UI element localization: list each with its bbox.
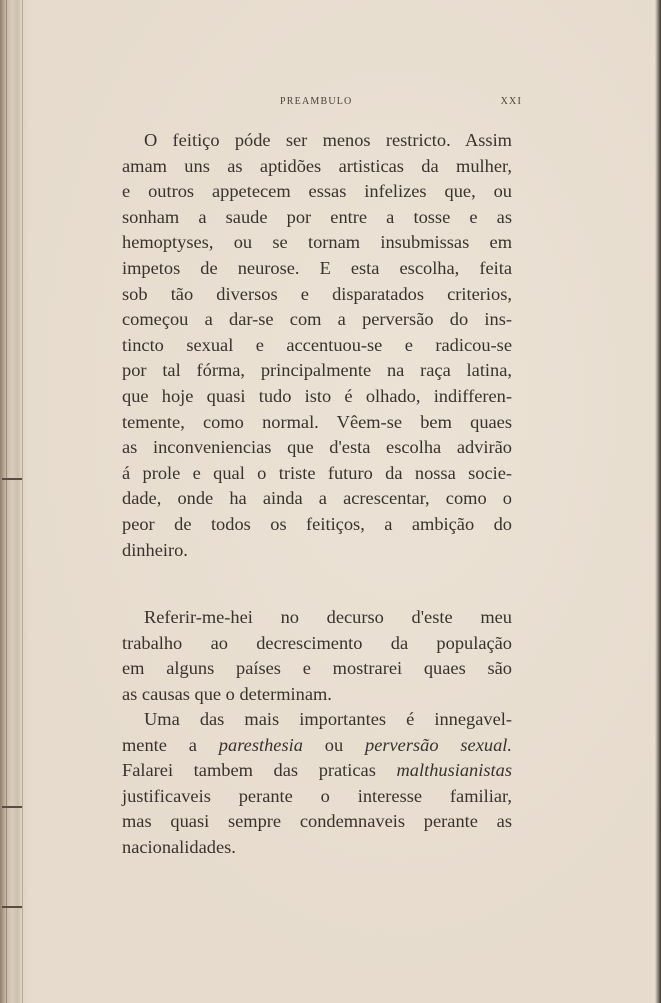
- paragraph-3: [122, 707, 512, 861]
- text-line: começou a dar-se com a perversão do ins-: [122, 309, 512, 330]
- text-line: peor de todos os feitiços, a ambição do: [122, 513, 512, 534]
- text-line: sonham a saude por entre a tosse e as: [122, 206, 512, 227]
- text-line: e outros appetecem essas infelizes que, ou: [122, 181, 512, 202]
- text-line: Uma das mais importantes é innegavel-: [144, 709, 512, 729]
- text-line: impetos de neurose. E esta escolha, feita: [122, 257, 512, 278]
- text-line: dade, onde ha ainda a acrescentar, como o: [122, 488, 512, 509]
- text-line: nacionalidades.: [122, 836, 236, 857]
- text-line: sob tão diversos e disparatados criterios,: [122, 283, 512, 304]
- paragraph-2: [122, 605, 512, 707]
- italic-term-malthusianistas: malthusianistas: [396, 760, 512, 781]
- text-fragment: ou: [324, 734, 344, 755]
- text-line: que hoje quasi tudo isto é olhado, indifferen-: [122, 385, 512, 406]
- text-line: [122, 733, 512, 759]
- text-line: em alguns países e mostrarei quaes são: [122, 658, 512, 679]
- book-binding: [0, 0, 23, 1003]
- binding-fold-line: [6, 0, 7, 1003]
- text-line: por tal fórma, principalmente na raça latina,: [122, 360, 512, 381]
- page-number: XXI: [500, 96, 522, 107]
- text-line: amam uns as aptidões artisticas da mulher,: [122, 155, 512, 176]
- text-fragment: Falarei tambem das praticas: [122, 760, 376, 781]
- text-line: trabalho ao decrescimento da população: [122, 632, 512, 653]
- binding-thread: [2, 806, 22, 808]
- text-line: á prole e qual o triste futuro da nossa socie-: [122, 462, 512, 483]
- text-line: mas quasi sempre condemnaveis perante as: [122, 811, 512, 832]
- binding-thread: [2, 478, 22, 480]
- text-line: [122, 758, 512, 784]
- italic-term-perversao-sexual: perversão sexual.: [365, 734, 512, 755]
- running-header-title: PREAMBULO: [280, 96, 353, 107]
- text-line: as causas que o determinam.: [122, 683, 332, 704]
- paragraph-1: [122, 128, 512, 563]
- text-line: hemoptyses, ou se tornam insubmissas em: [122, 232, 512, 253]
- text-fragment: mente a: [122, 734, 197, 755]
- page-edge-shadow: [655, 0, 661, 1003]
- binding-thread: [2, 906, 22, 908]
- text-line: tincto sexual e accentuou-se e radicou-se: [122, 334, 512, 355]
- text-line: as inconveniencias que d'esta escolha advirão: [122, 437, 512, 458]
- text-line: justificaveis perante o interesse familiar,: [122, 785, 512, 806]
- text-line: temente, como normal. Vêem-se bem quaes: [122, 411, 512, 432]
- text-line: dinheiro.: [122, 539, 188, 560]
- text-line: O feitiço póde ser menos restricto. Assim: [144, 130, 512, 150]
- text-line: Referir-me-hei no decurso d'este meu: [144, 607, 512, 627]
- italic-term-paresthesia: paresthesia: [218, 734, 303, 755]
